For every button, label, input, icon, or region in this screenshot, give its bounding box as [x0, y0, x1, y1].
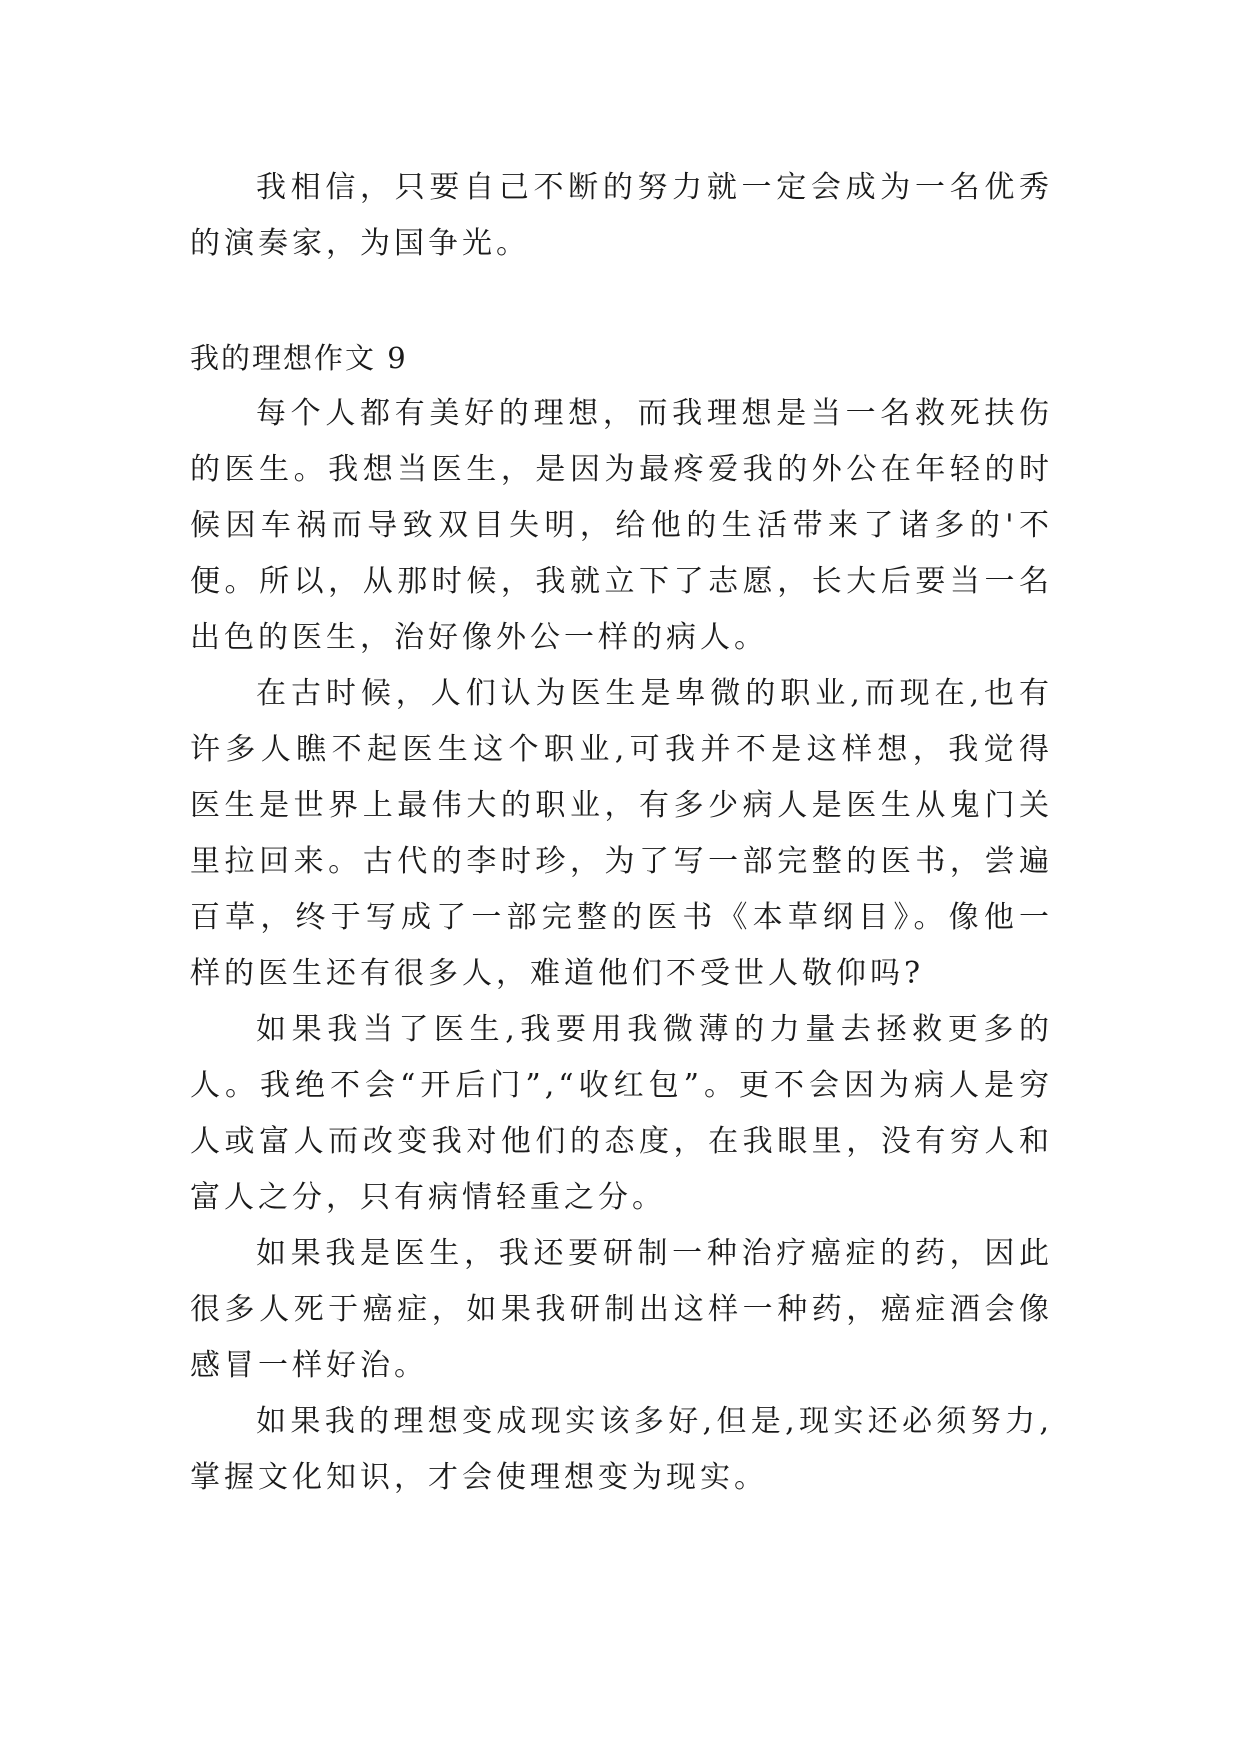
document-body: [190, 160, 1053, 1506]
section-title: 我的理想作文 9: [190, 341, 408, 375]
body-paragraph-5: 如果我的理想变成现实该多好,但是,现实还必须努力,掌握文化知识，才会使理想变为现实。: [190, 1404, 1053, 1495]
body-paragraph-4: 如果我是医生，我还要研制一种治疗癌症的药，因此很多人死于癌症，如果我研制出这样一种药，癌症酒会像感冒一样好治。: [190, 1236, 1053, 1383]
body-paragraph-3: 如果我当了医生,我要用我微薄的力量去拯救更多的人。我绝不会“开后门”,“收红包”。更不会因为病人是穷人或富人而改变我对他们的态度，在我眼里，没有穷人和富人之分，只有病情轻重之分。: [190, 1012, 1053, 1215]
body-paragraph-1: 每个人都有美好的理想，而我理想是当一名救死扶伤的医生。我想当医生，是因为最疼爱我的外公在年轻的时候因车祸而导致双目失明，给他的生活带来了诸多的'不便。所以，从那时候，我就立下了志愿，长大后要当一名出色的医生，治好像外公一样的病人。: [190, 396, 1053, 655]
intro-paragraph: 我相信，只要自己不断的努力就一定会成为一名优秀的演奏家，为国争光。: [190, 170, 1053, 261]
body-paragraph-2: 在古时候，人们认为医生是卑微的职业,而现在,也有许多人瞧不起医生这个职业,可我并不是这样想，我觉得医生是世界上最伟大的职业，有多少病人是医生从鬼门关里拉回来。古代的李时珍，为了写一部完整的医书，尝遍百草，终于写成了一部完整的医书《本草纲目》。像他一样的医生还有很多人，难道他们不受世人敬仰吗?: [190, 676, 1053, 991]
